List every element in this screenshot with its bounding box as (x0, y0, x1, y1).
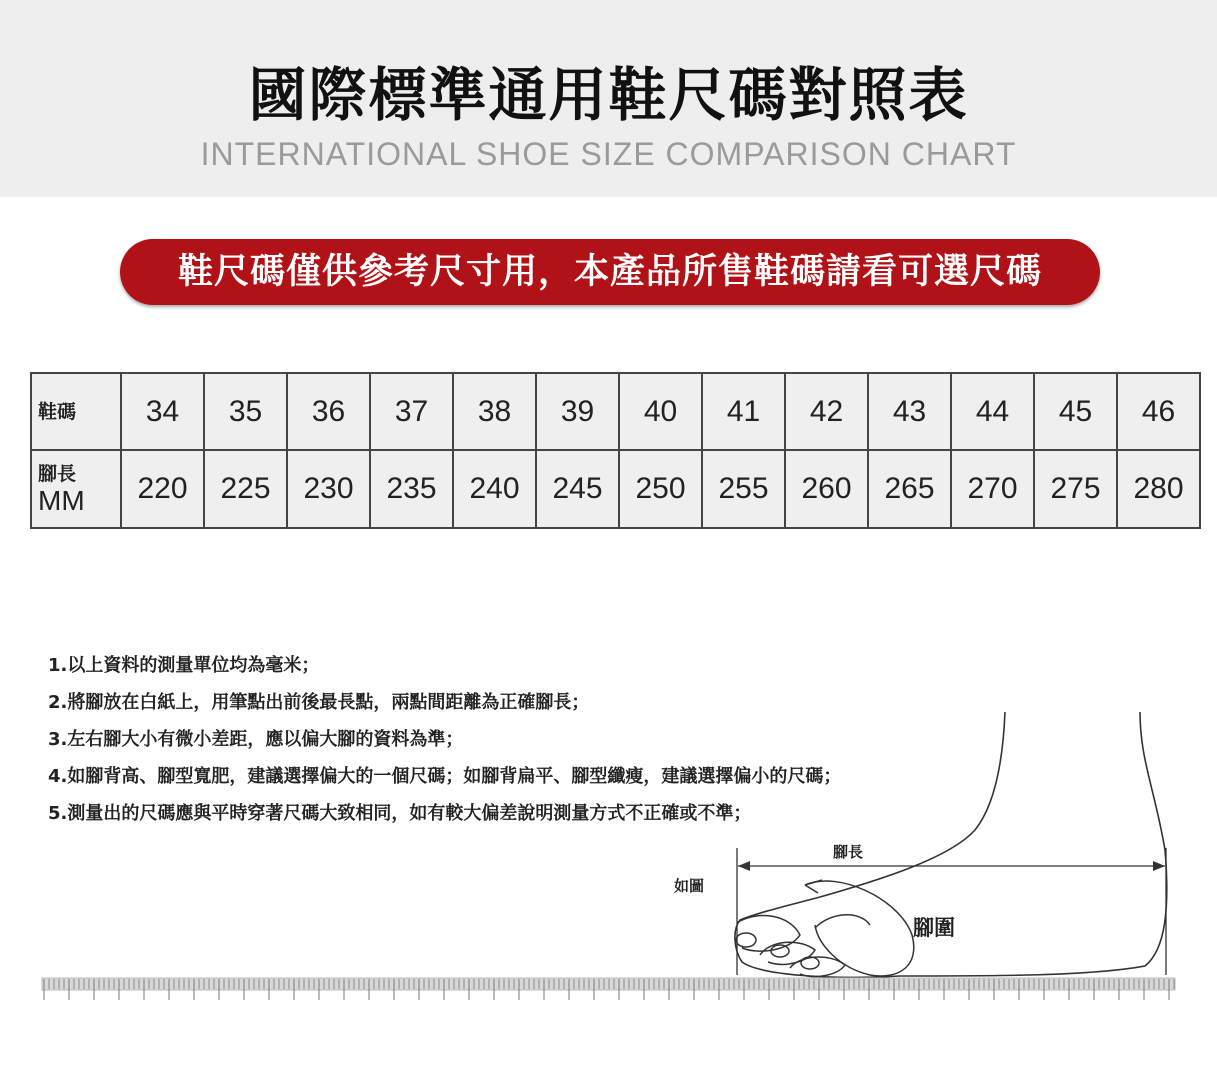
size-cell: 43 (868, 373, 951, 450)
ruler (42, 978, 1175, 1000)
note-item: 4.如腳背高、腳型寬肥，建議選擇偏大的一個尺碼；如腳背扁平、腳型纖瘦，建議選擇偏小的尺碼； (48, 766, 842, 787)
note-item: 1.以上資料的測量單位均為毫米； (48, 655, 320, 676)
length-arrow-left-icon (738, 861, 750, 871)
length-cell: 280 (1117, 450, 1200, 528)
foot-girth-label: 腳圍 (913, 916, 955, 940)
length-row-header-unit: MM (38, 485, 85, 516)
length-cell: 270 (951, 450, 1034, 528)
page-title: 國際標準通用鞋尺碼對照表 (248, 61, 969, 129)
length-cell: 220 (121, 450, 204, 528)
length-arrow-right-icon (1153, 861, 1165, 871)
length-cell: 250 (619, 450, 702, 528)
size-cell: 41 (702, 373, 785, 450)
length-cell: 240 (453, 450, 536, 528)
size-cell: 45 (1034, 373, 1117, 450)
size-cell: 39 (536, 373, 619, 450)
length-cell: 260 (785, 450, 868, 528)
size-cell: 40 (619, 373, 702, 450)
length-cell: 235 (370, 450, 453, 528)
figure-label: 如圖 (674, 877, 705, 895)
size-cell: 42 (785, 373, 868, 450)
length-cell: 255 (702, 450, 785, 528)
length-cell: 230 (287, 450, 370, 528)
length-row-header-label: 腳長 (38, 463, 77, 485)
length-cell: 265 (868, 450, 951, 528)
length-cell: 225 (204, 450, 287, 528)
size-cell: 36 (287, 373, 370, 450)
length-cell: 245 (536, 450, 619, 528)
size-cell: 44 (951, 373, 1034, 450)
size-cell: 35 (204, 373, 287, 450)
notice-banner-text: 鞋尺碼僅供參考尺寸用，本產品所售鞋碼請看可選尺碼 (177, 252, 1042, 292)
notes-list (48, 647, 841, 832)
note-item: 2.將腳放在白紙上，用筆點出前後最長點，兩點間距離為正確腳長； (48, 692, 590, 713)
page-subtitle: INTERNATIONAL SHOE SIZE COMPARISON CHART (200, 136, 1017, 172)
note-item: 3.左右腳大小有微小差距，應以偏大腳的資料為準； (48, 729, 464, 750)
size-row-header-label: 鞋碼 (38, 400, 77, 423)
girth-loop (805, 881, 914, 976)
size-cell: 34 (121, 373, 204, 450)
size-cell: 46 (1117, 373, 1200, 450)
length-cell: 275 (1034, 450, 1117, 528)
note-item: 5.測量出的尺碼應與平時穿著尺碼大致相同，如有較大偏差說明測量方式不正確或不準； (48, 803, 752, 824)
foot-length-label: 腳長 (833, 843, 864, 861)
size-cell: 38 (453, 373, 536, 450)
size-cell: 37 (370, 373, 453, 450)
